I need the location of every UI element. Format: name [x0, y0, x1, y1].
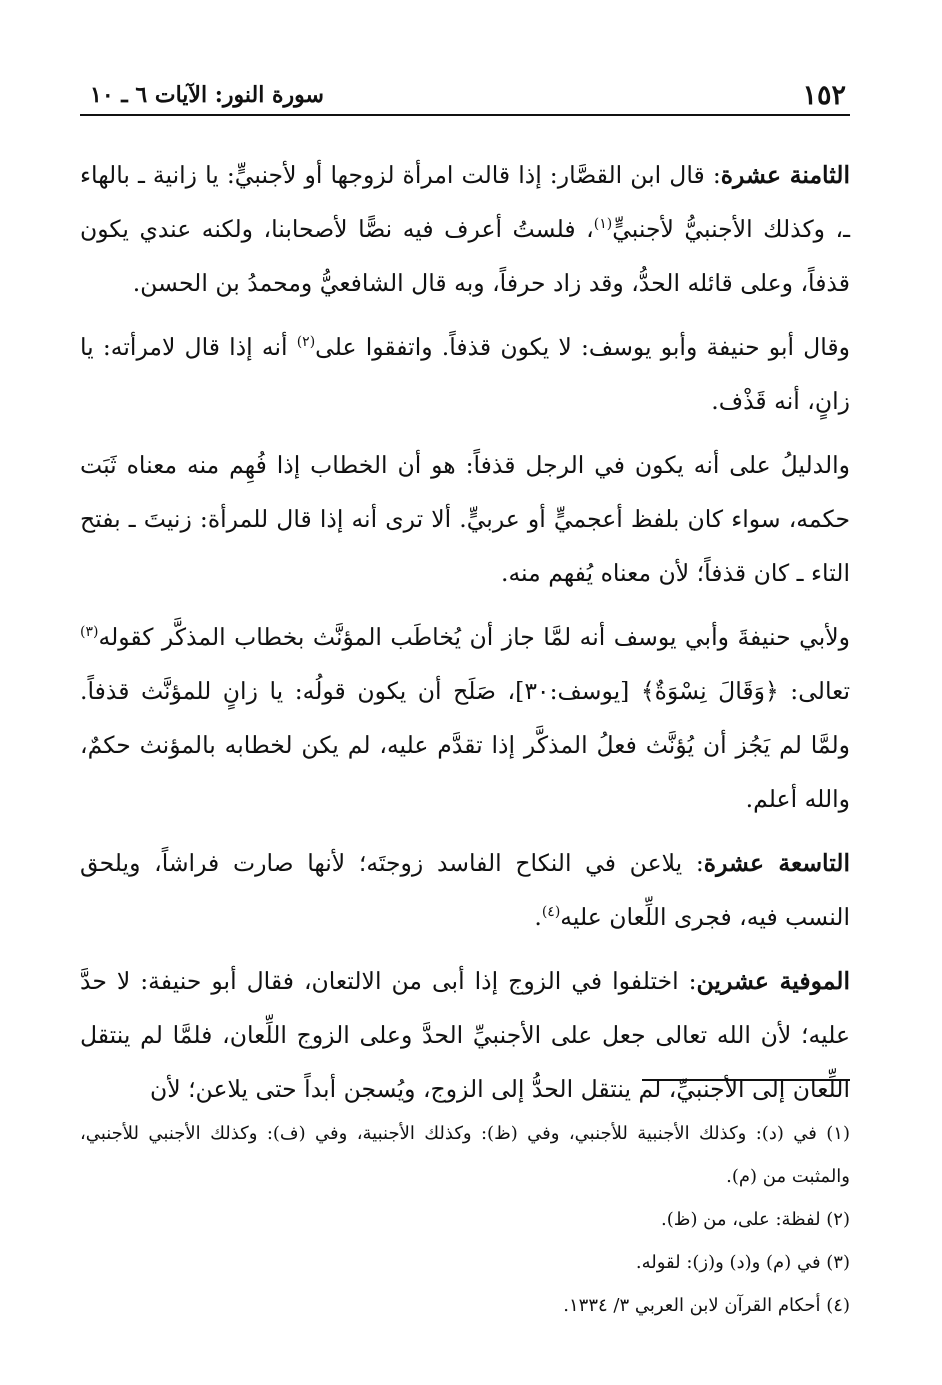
footnote: (٢) لفظة: على، من (ظ). — [661, 1209, 850, 1230]
footnote-divider — [642, 1079, 850, 1081]
paragraph — [80, 148, 850, 310]
paragraph-text-after: ، فلستُ أعرف فيه نصًّا لأصحابنا، ولكنه عندي يكون قذفاً، وعلى قائله الحدُّ، وقد زاد حرفاً، وبه قال الشافعيُّ ومحمدُ بن الحسن. — [80, 215, 850, 297]
main-text — [80, 148, 850, 1126]
paragraph — [80, 610, 850, 826]
footnote-ref: (١) — [593, 216, 613, 233]
page-number: ١٥٢ — [802, 80, 846, 111]
paragraph-text-after: تعالى: ﴿وَقَالَ نِسْوَةٌ﴾ [يوسف:٣٠]، صَلَح أن يكون قولُه: يا زانٍ للمؤنَّث قذفاً. ولمَّا لم يَجُز أن يُؤنَّث فعلُ المذكَّر إذا تقدَّم عليه، لم يكن لخطابه بالمؤنث حكمٌ، والله أعلم. — [80, 677, 850, 813]
paragraph-lead: التاسعة عشرة — [703, 849, 850, 877]
paragraph-lead: الثامنة عشرة — [720, 161, 850, 189]
paragraph-lead: الموفية عشرين — [696, 967, 850, 995]
paragraph — [80, 438, 850, 600]
paragraph-text: : اختلفوا في الزوج إذا أبى من الالتعان، فقال أبو حنيفة: لا حدَّ عليه؛ لأن الله تعالى جعل على الأجنبيِّ الحدَّ وعلى الزوج اللِّعان، فلمَّا لم ينتقل اللِّعان إلى الأجنبيِّ، لم ينتقل الحدُّ إلى الزوج، ويُسجن أبداً حتى يلاعن؛ لأن — [80, 967, 850, 1103]
footnote: (٣) في (م) و(د) و(ز): لقوله. — [635, 1252, 850, 1273]
footnote: (٤) أحكام القرآن لابن العربي ٣/ ١٣٣٤. — [563, 1295, 850, 1316]
paragraph — [80, 320, 850, 428]
footnote: (١) في (د): وكذلك الأجنبية للأجنبي، وفي (ظ): وكذلك الأجنبية، وفي (ف): وكذلك الأجنبي للأجنبي، والمثبت من (م). — [80, 1123, 850, 1187]
paragraph-text: : يلاعن في النكاح الفاسد زوجتَه؛ لأنها صارت فراشاً، ويلحق النسب فيه، فجرى اللِّعان عليه — [80, 849, 850, 931]
page-header — [80, 78, 850, 116]
paragraph — [80, 954, 850, 1116]
footnote-ref: (٢) — [296, 334, 316, 351]
paragraph-text-after: . — [534, 903, 542, 931]
paragraph-text: : قال ابن القصَّار: إذا قالت امرأة لزوجها أو لأجنبيٍّ: يا زانية ـ بالهاء ـ، وكذلك الأجنبيُّ لأجنبيٍّ — [80, 161, 850, 243]
paragraph-text: ولأبي حنيفةَ وأبي يوسف أنه لمَّا جاز أن يُخاطَب المؤنَّث بخطاب المذكَّر كقوله — [98, 623, 850, 651]
running-title: سورة النور: الآيات ٦ ـ ١٠ — [90, 82, 324, 108]
paragraph-text: وقال أبو حنيفة وأبو يوسف: لا يكون قذفاً. واتفقوا على — [315, 333, 850, 361]
footnote-ref: (٣) — [80, 624, 99, 641]
paragraph-text-after: أنه إذا قال لامرأته: يا زانٍ، أنه قَذْف. — [80, 333, 850, 415]
footnote-ref: (٤) — [541, 904, 561, 921]
paragraph — [80, 836, 850, 944]
footnotes — [80, 1112, 850, 1327]
paragraph-text: والدليلُ على أنه يكون في الرجل قذفاً: هو أن الخطاب إذا فُهِم منه معناه ثَبَت حكمه، سواء كان بلفظ أعجميٍّ أو عربيٍّ. ألا ترى أنه إذا قال للمرأة: زنيتَ ـ بفتح التاء ـ كان قذفاً؛ لأن معناه يُفهم منه. — [80, 451, 850, 587]
